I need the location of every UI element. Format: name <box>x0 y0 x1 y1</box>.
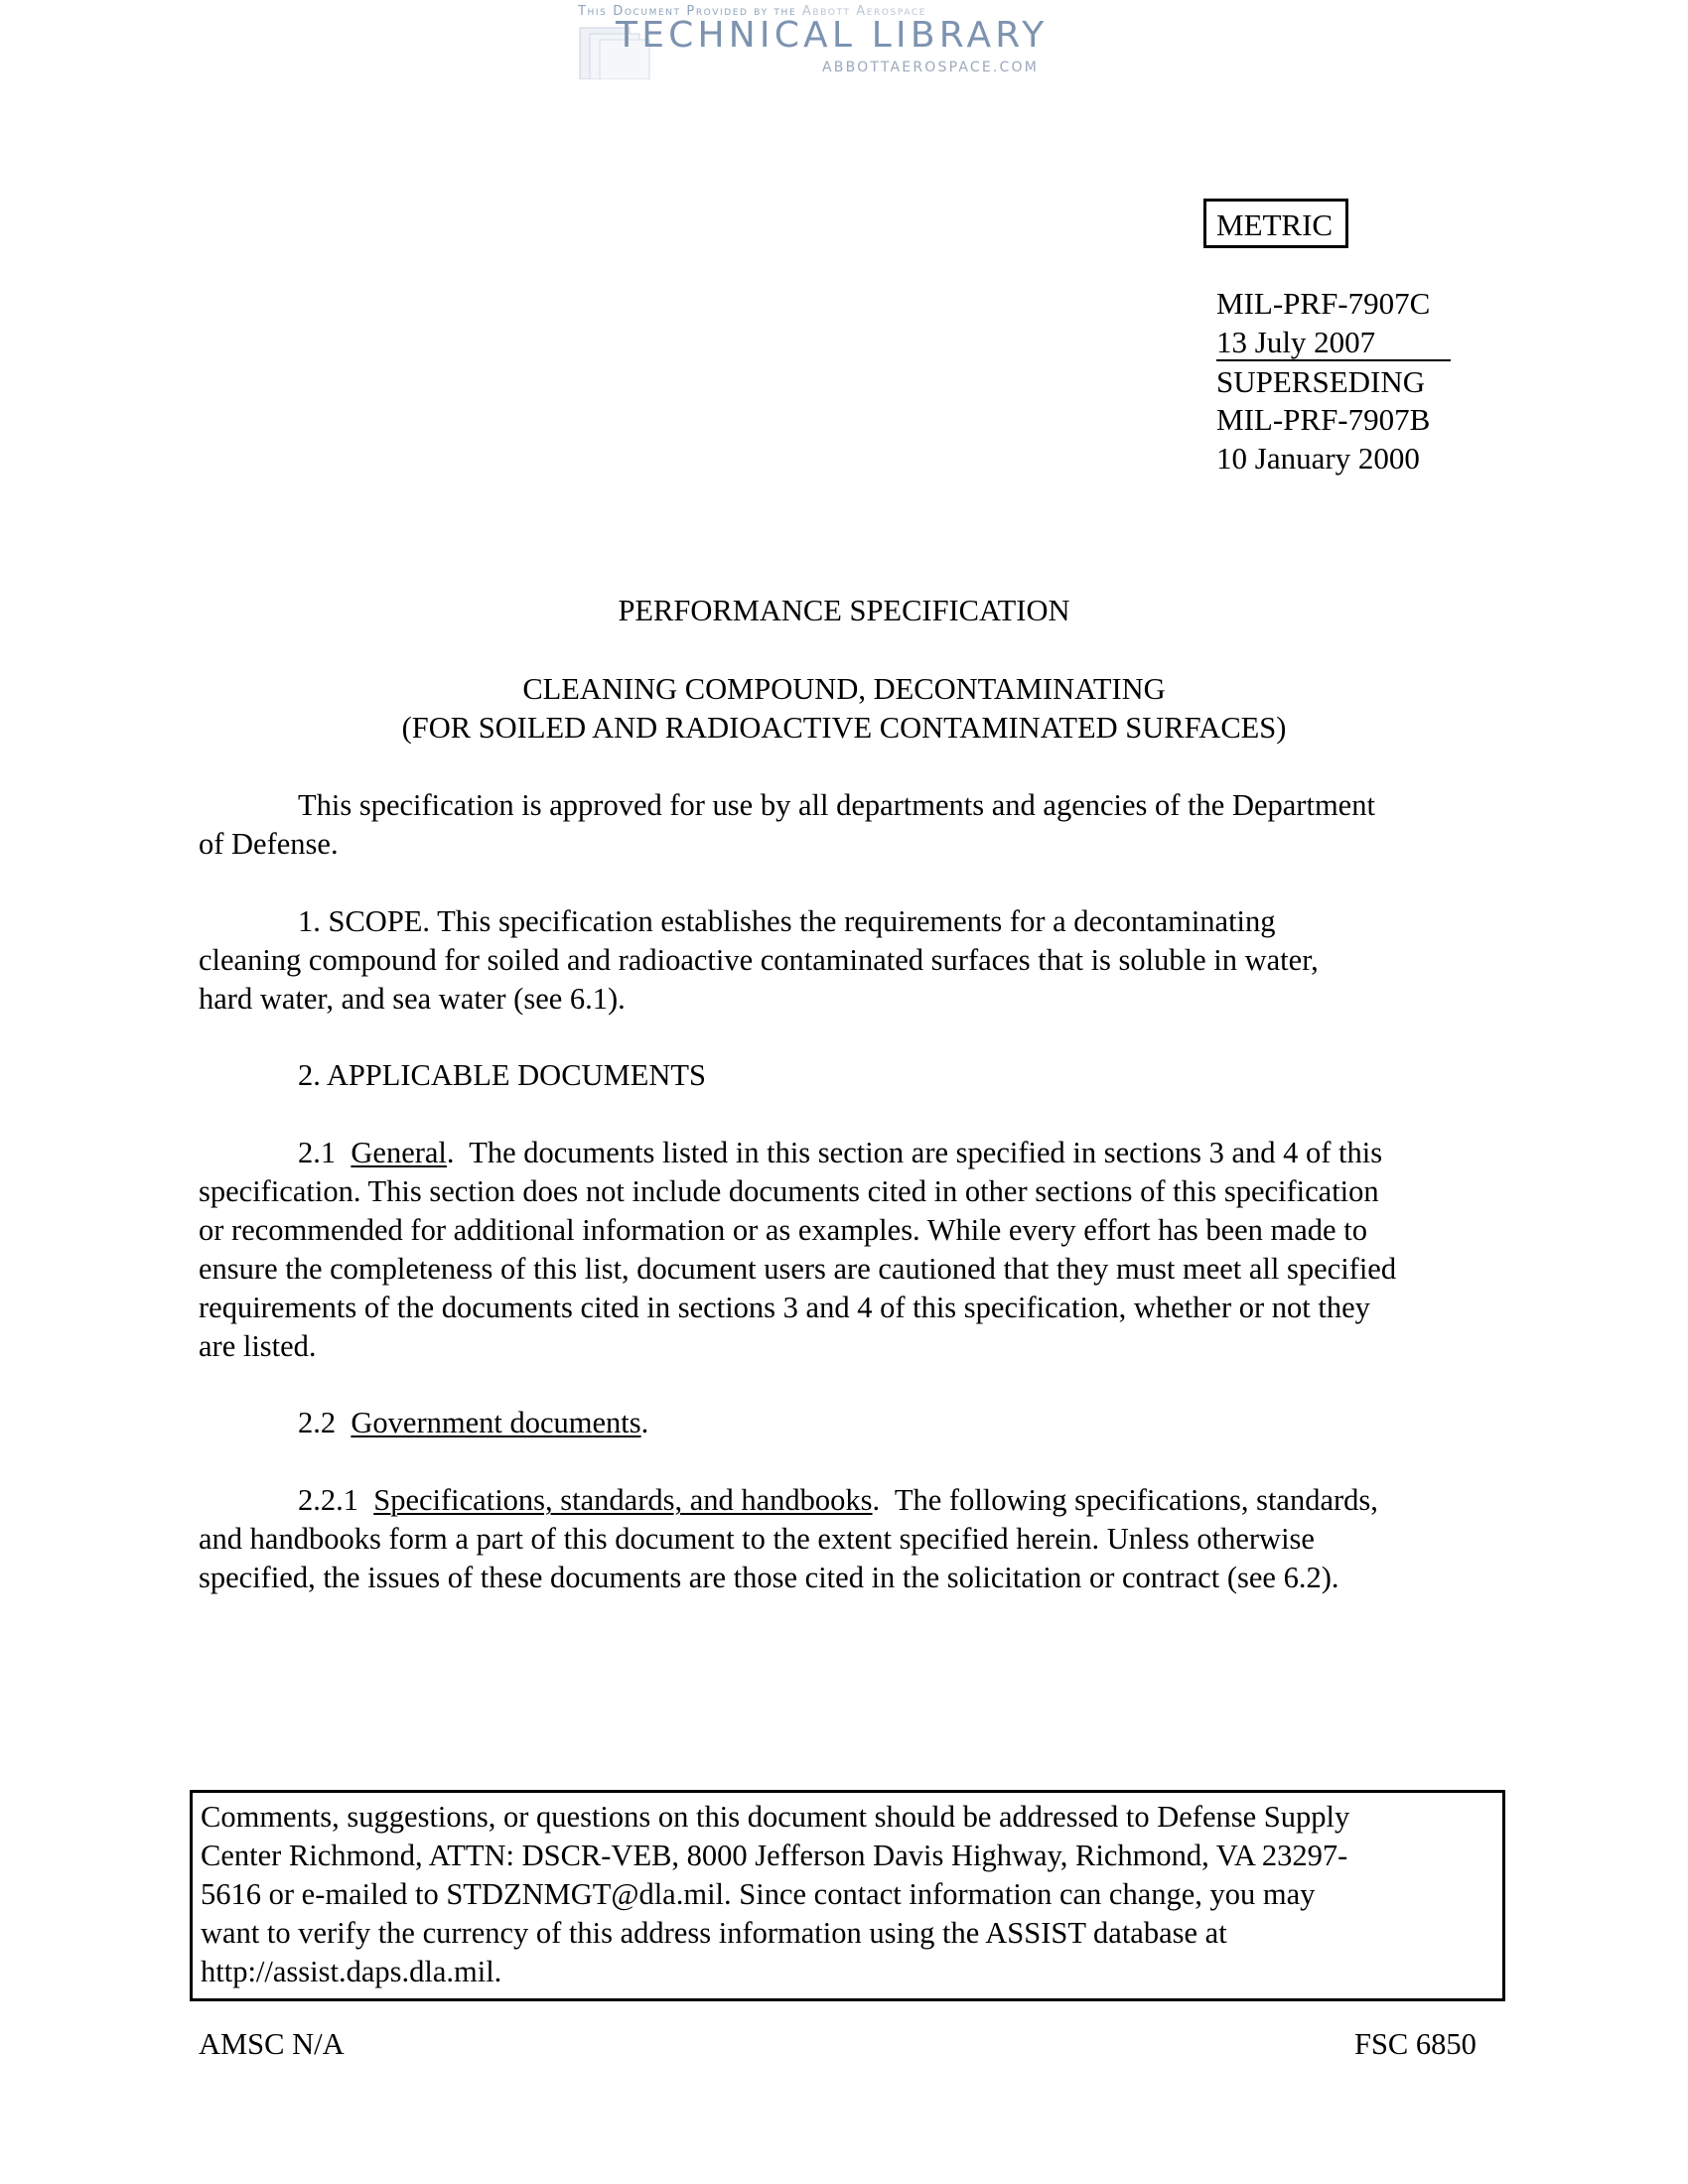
watermark-logo <box>574 4 1090 75</box>
watermark-title: TECHNICAL LIBRARY <box>616 15 1049 56</box>
superseding-label: SUPERSEDING <box>1216 363 1426 399</box>
fsc-label: FSC 6850 <box>1354 2027 1477 2061</box>
government-documents-heading: 2.2 Government documents. <box>298 1406 649 1439</box>
applicable-documents-heading: 2. APPLICABLE DOCUMENTS <box>298 1058 706 1092</box>
metric-label: METRIC <box>1216 207 1334 242</box>
superseded-date: 10 January 2000 <box>1216 440 1420 476</box>
document-title-line1: CLEANING COMPOUND, DECONTAMINATING <box>522 672 1166 706</box>
amsc-label: AMSC N/A <box>199 2027 345 2061</box>
doc-date: 13 July 2007 <box>1216 326 1451 361</box>
superseded-number: MIL-PRF-7907B <box>1216 402 1431 438</box>
contact-email-line: 5616 or e-mailed to STDZNMGT@dla.mil. Since contact information can change, you may <box>201 1877 1316 1911</box>
document-id-block <box>1216 285 1451 478</box>
assist-url: http://assist.daps.dla.mil. <box>201 1955 502 1988</box>
comments-box: Comments, suggestions, or questions on this document should be addressed to Defense Supply Center Richmond, ATTN: DSCR-VEB, 8000 Jefferson Davis Highway, Richmond, VA 23297- 5616 or e-mailed to STDZNMGT@dla.mil. Since contact information can change, you may want to verify the currency of this address information using the ASSIST database at http://assist.daps.dla.mil. <box>190 1790 1505 2001</box>
watermark-provided-by: This Document Provided by the Abbott Aerospace <box>578 4 927 19</box>
metric-badge <box>1203 199 1348 248</box>
approval-paragraph: This specification is approved for use by all departments and agencies of the Department of Defense. <box>199 788 1375 861</box>
watermark-url: ABBOTTAEROSPACE.COM <box>822 60 1040 75</box>
general-title: General <box>351 1136 447 1169</box>
spec-type-heading: PERFORMANCE SPECIFICATION <box>618 594 1070 627</box>
document-title-line2: (FOR SOILED AND RADIOACTIVE CONTAMINATED SURFACES) <box>401 711 1287 745</box>
specifications-title: Specifications, standards, and handbooks <box>373 1483 873 1517</box>
general-paragraph: 2.1 General. The documents listed in this section are specified in sections 3 and 4 of this specification. This section does not include documents cited in other sections of this specification or recommended for additional information or as examples. While every effort has been made to ensure the completeness of this list, document users are cautioned that they must meet all specified requirements of the documents cited in sections 3 and 4 of this specification, whether or not they are listed. <box>199 1136 1397 1363</box>
specifications-paragraph: 2.2.1 Specifications, standards, and handbooks. The following specifications, standards, and handbooks form a part of this document to the extent specified herein. Unless otherwise specified, the issues of these documents are those cited in the solicitation or contract (see 6.2). <box>199 1483 1378 1594</box>
government-documents-title: Government documents <box>351 1406 641 1439</box>
scope-paragraph: 1. SCOPE. This specification establishes the requirements for a decontaminating cleaning compound for soiled and radioactive contaminated surfaces that is soluble in water, hard water, and sea water (see 6.1). <box>199 904 1319 1016</box>
doc-number: MIL-PRF-7907C <box>1216 286 1431 321</box>
